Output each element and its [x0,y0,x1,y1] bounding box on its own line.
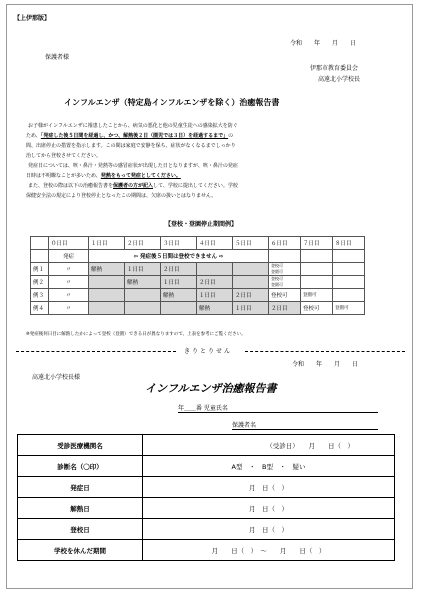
schedule-example-row [31,263,365,276]
onset-date-label: 発症日 [18,477,143,498]
diagnosis-label: 診断名（〇印） [18,456,143,477]
schedule-cell: １日目 [125,263,161,276]
notice-para-1b: ため、「発症した後５日間を経過し、かつ、解熱後２日（園児では３日）を経過するまで」の [26,133,234,139]
schedule-row-label: 例３ [31,289,49,302]
schedule-row-label [31,250,49,263]
ditto-mark: 〃 [49,276,89,289]
report-row [18,519,395,540]
guardian-name-line[interactable]: 保護者名 [232,420,378,430]
schedule-example-row [31,276,365,289]
return-date-field[interactable]: 月 日（ ） [143,519,395,540]
fever-end-label: 解熱日 [18,498,143,519]
schedule-cell: ２日目 [233,289,269,302]
schedule-example-row [31,289,365,302]
schedule-cell [233,263,269,276]
notice-para-2a: 発症日については、咳・鼻汁・発熱等の感冒症状が出現した日となりますが、咳・鼻汁の発症 [28,163,238,169]
schedule-cell: 登園可 [301,289,333,302]
day-header: ０日目 [49,237,89,250]
schedule-cell: ２日目 [269,302,301,315]
schedule-cell [301,263,333,276]
schedule-onset-row [31,250,365,263]
notice-title: インフルエンザ（特定島インフルエンザを除く）治癒報告書 [64,98,280,107]
day-header: ７日目 [301,237,333,250]
ditto-mark: 〃 [49,263,89,276]
notice-para-2b: 日時は不明瞭なことが多いため、発熱をもって発症としてください。 [26,173,181,179]
date-line: 令和 年 月 日 [290,40,357,47]
schedule-cell: 登校可 [269,289,301,302]
schedule-cell [161,302,197,315]
sender-board: 伊那市教育委員会 [310,65,359,72]
onset-cell: 発症 [49,250,89,263]
schedule-cell: １日目 [197,289,233,302]
schedule-cell: 登校可 登園可 [269,276,301,289]
schedule-cell [333,263,365,276]
absence-period-field[interactable]: 月 日（ ） ～ 月 日（ ） [143,540,395,561]
day-header: ８日目 [333,237,365,250]
report-addressee: 高遠北小学校長様 [32,374,81,381]
notice-para-1a: お子様がインフルエンザに罹患したことから、病気の悪化と他の児童生徒への感染拡大を防ぐ [28,123,238,129]
schedule-cell [125,302,161,315]
schedule-cell: 解熱 [125,276,161,289]
report-row [18,456,395,477]
schedule-cell [89,302,125,315]
schedule-cell [233,276,269,289]
schedule-footnote: ※発症後何日目に解熱したかによって登校（登園）できる日が異なりますので、上表を参考にご覧ください。 [26,332,246,337]
onset-date-field[interactable]: 月 日（ ） [143,477,395,498]
report-row [18,435,395,456]
day-header: ４日目 [197,237,233,250]
no-attendance-arrow: ⇦ 発症後５日間は登校できません ⇨ [89,250,269,263]
ditto-mark: 〃 [49,289,89,302]
schedule-cell [269,250,301,263]
schedule-cell [89,289,125,302]
schedule-cell: 登校可 [301,302,333,315]
schedule-cell: １日目 [233,302,269,315]
report-row [18,540,395,561]
schedule-cell: １日目 [161,276,197,289]
schedule-header-row [31,237,365,250]
day-header: ３日目 [161,237,197,250]
report-row [18,477,395,498]
schedule-cell: ２日目 [197,276,233,289]
cut-line-left [16,351,176,352]
schedule-row-label: 例４ [31,302,49,315]
schedule-cell [89,276,125,289]
schedule-row-label: 例２ [31,276,49,289]
schedule-caption: 【登校・登園停止期間例】 [165,221,238,228]
sender-principal: 高遠北小学校長 [318,76,361,83]
schedule-cell [301,250,333,263]
schedule-cell: 登校可 登園可 [269,263,301,276]
notice-para-3a: また、登校の際は以下の治癒報告書を保護者の方が記入して、学校に提出してください。学校 [28,183,238,189]
return-date-label: 登校日 [18,519,143,540]
absence-period-label: 学校を休んだ期間 [18,540,143,561]
schedule-cell [333,289,365,302]
report-table [17,434,395,561]
clinic-label: 受診医療機関名 [18,435,143,456]
day-header: ６日目 [269,237,301,250]
schedule-cell: 解熱 [197,302,233,315]
day-header: ５日目 [233,237,269,250]
day-header: ２日目 [125,237,161,250]
version-tag: 【上伊那版】 [14,15,51,22]
day-header: １日目 [89,237,125,250]
report-title: インフルエンザ治癒報告書 [145,382,277,395]
notice-para-3b: 保健安全法の規定により登校停止となったこの期間は、欠席の扱いとはなりません。 [26,193,217,199]
schedule-cell [333,250,365,263]
clinic-field[interactable]: （受診日） 月 日（ ） [143,435,395,456]
ditto-mark: 〃 [49,302,89,315]
schedule-cell [333,276,365,289]
schedule-example-row [31,302,365,315]
schedule-cell: ２日目 [161,263,197,276]
addressee: 保護者様 [45,54,70,61]
schedule-cell [125,289,161,302]
schedule-cell [197,263,233,276]
notice-para-1c: 間、出席停止の措置を指示します。この間は家庭で安静を保ち、症状がなくなるまでしっかり [26,143,236,149]
fever-end-field[interactable]: 月 日（ ） [143,498,395,519]
diagnosis-field[interactable]: A型 ・ B型 ・ 疑い [143,456,395,477]
schedule-table [30,236,365,315]
report-row [18,498,395,519]
notice-para-1d: 治してから登校させてください。 [26,153,102,159]
schedule-cell: 登園可 [333,302,365,315]
cut-line-label: きりとりせん [184,348,233,355]
report-date-line: 令和 年 月 日 [292,361,359,368]
cut-line-right [245,351,405,352]
schedule-cell [301,276,333,289]
schedule-cell: 解熱 [89,263,125,276]
grade-name-line[interactable]: 年＿＿番 児童氏名 [178,403,378,413]
schedule-row-label: 例１ [31,263,49,276]
schedule-corner [31,237,49,250]
schedule-cell: 解熱 [161,289,197,302]
